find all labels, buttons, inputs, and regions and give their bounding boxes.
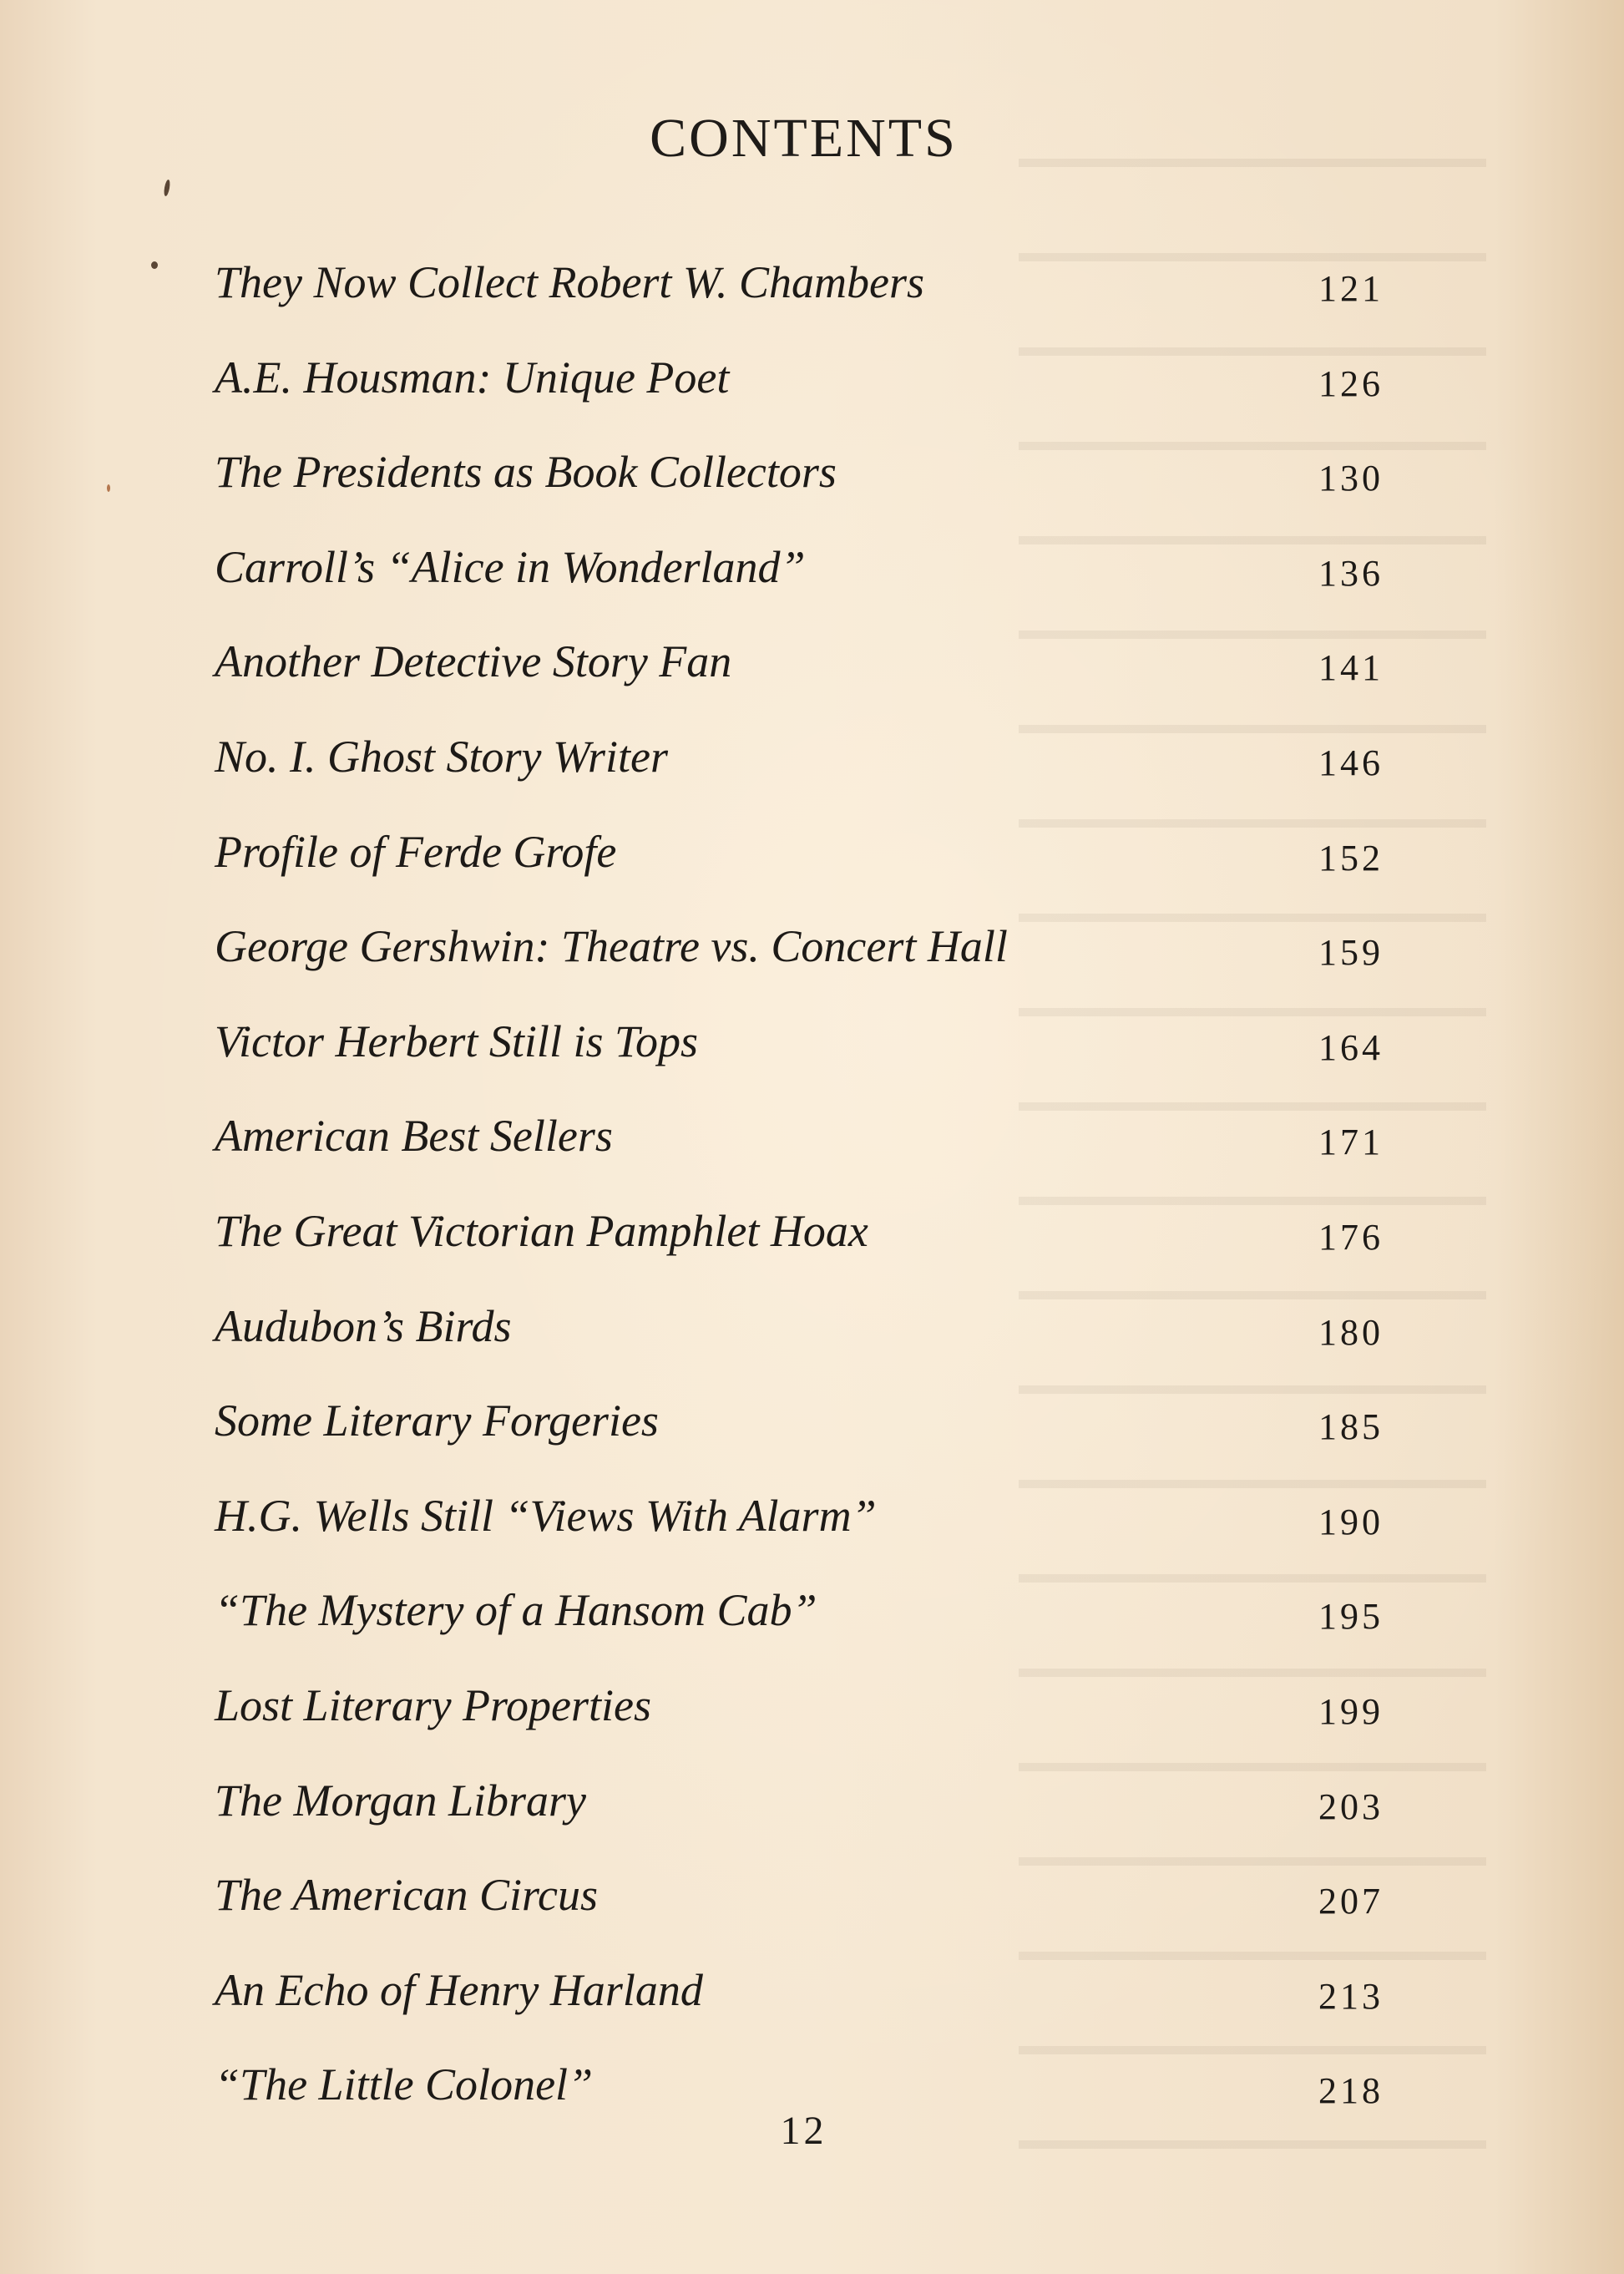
entry-page-number: 199 — [1318, 1690, 1384, 1732]
entry-page-number: 176 — [1318, 1216, 1384, 1258]
entry-page-number: 136 — [1318, 552, 1384, 594]
contents-entry — [215, 534, 1384, 629]
ink-speck — [151, 261, 158, 269]
contents-entry — [215, 628, 1384, 723]
entry-page-number: 130 — [1318, 458, 1384, 499]
contents-entry — [215, 249, 1384, 344]
contents-entry — [215, 913, 1384, 1008]
entry-title: Victor Herbert Still is Tops — [215, 1015, 699, 1066]
page-number: 12 — [780, 2109, 827, 2153]
entry-title: The Presidents as Book Collectors — [215, 447, 837, 498]
entry-page-number: 185 — [1318, 1406, 1384, 1448]
contents-entry — [215, 818, 1384, 914]
entry-page-number: 190 — [1318, 1501, 1384, 1542]
entry-title: A.E. Housman: Unique Poet — [215, 352, 730, 403]
contents-entry — [215, 1861, 1384, 1957]
entry-page-number: 164 — [1318, 1026, 1384, 1068]
entry-title: The Morgan Library — [215, 1775, 587, 1826]
entry-title: The Great Victorian Pamphlet Hoax — [215, 1205, 868, 1256]
ink-speck — [107, 484, 110, 492]
entry-title: No. I. Ghost Story Writer — [215, 731, 669, 782]
entry-page-number: 195 — [1318, 1596, 1384, 1638]
entry-page-number: 203 — [1318, 1785, 1384, 1827]
contents-entry — [215, 1387, 1384, 1482]
entry-page-number: 146 — [1318, 742, 1384, 783]
ink-speck — [163, 180, 170, 197]
entry-page-number: 152 — [1318, 837, 1384, 879]
entry-title: Some Literary Forgeries — [215, 1395, 659, 1446]
contents-entry — [215, 438, 1384, 534]
contents-entry — [215, 1672, 1384, 1767]
contents-entry — [215, 1767, 1384, 1862]
entry-title: “The Little Colonel” — [215, 2059, 594, 2110]
entry-page-number: 141 — [1318, 647, 1384, 689]
entry-title: Lost Literary Properties — [215, 1679, 652, 1730]
entry-page-number: 218 — [1318, 2070, 1384, 2112]
entry-page-number: 126 — [1318, 362, 1384, 404]
entry-page-number: 171 — [1318, 1122, 1384, 1163]
entry-title: Another Detective Story Fan — [215, 636, 732, 687]
page-heading: CONTENTS — [650, 108, 958, 169]
contents-entry — [215, 1198, 1384, 1293]
entry-title: American Best Sellers — [215, 1111, 613, 1162]
entry-title: George Gershwin: Theatre vs. Concert Hall — [215, 921, 1008, 972]
contents-list — [215, 249, 1384, 2146]
contents-entry — [215, 1577, 1384, 1672]
entry-title: Carroll’s “Alice in Wonderland” — [215, 541, 806, 592]
entry-title: “The Mystery of a Hansom Cab” — [215, 1585, 817, 1636]
contents-entry — [215, 1293, 1384, 1388]
entry-title: They Now Collect Robert W. Chambers — [215, 257, 924, 307]
entry-page-number: 180 — [1318, 1311, 1384, 1353]
entry-title: Audubon’s Birds — [215, 1300, 512, 1351]
entry-title: H.G. Wells Still “Views With Alarm” — [215, 1490, 877, 1541]
entry-page-number: 121 — [1318, 268, 1384, 309]
contents-entry — [215, 1482, 1384, 1578]
contents-entry — [215, 1008, 1384, 1103]
entry-page-number: 159 — [1318, 932, 1384, 974]
entry-page-number: 213 — [1318, 1975, 1384, 2017]
contents-entry — [215, 1957, 1384, 2052]
entry-title: The American Circus — [215, 1870, 598, 1921]
entry-title: Profile of Ferde Grofe — [215, 826, 617, 877]
contents-entry — [215, 1102, 1384, 1198]
contents-entry — [215, 723, 1384, 818]
contents-entry — [215, 344, 1384, 439]
entry-title: An Echo of Henry Harland — [215, 1964, 703, 2015]
entry-page-number: 207 — [1318, 1881, 1384, 1922]
